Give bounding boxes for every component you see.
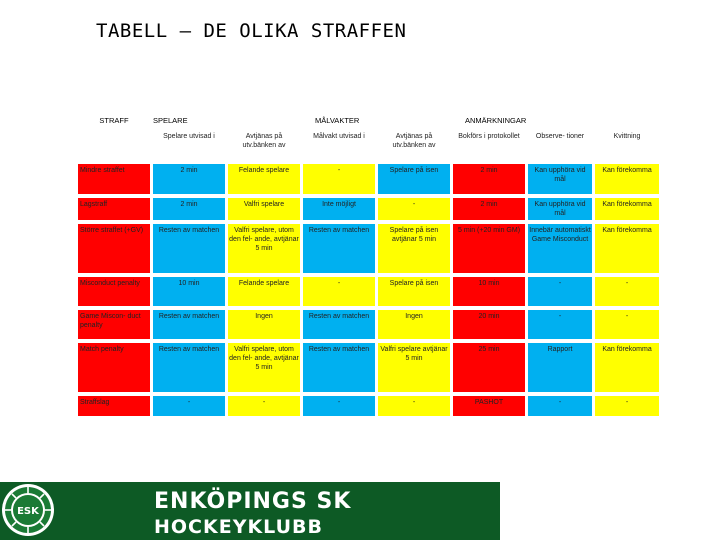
table-row — [78, 198, 659, 220]
badge-letters: ESK — [17, 506, 39, 517]
table-cell: - — [153, 396, 225, 416]
table-cell: Spelare på isen — [378, 164, 450, 194]
table-cell: - — [378, 396, 450, 416]
table-row — [78, 396, 659, 416]
table-cell: Resten av matchen — [303, 224, 375, 273]
table-cell: Resten av matchen — [303, 310, 375, 339]
table-cell: Valfri spelare avtjänar 5 min — [378, 343, 450, 392]
table-cell: - — [378, 198, 450, 220]
table-cell: Rapport — [528, 343, 592, 392]
table-cell: - — [528, 277, 592, 306]
table-cell: 10 min — [453, 277, 525, 306]
table-cell: Valfri spelare — [228, 198, 300, 220]
table-cell: Kan förekomma — [595, 198, 659, 220]
header-anmarkningar: ANMÄRKNINGAR — [465, 116, 527, 125]
subheader-cell: Målvakt utvisad i — [313, 133, 365, 140]
table-cell: Ingen — [378, 310, 450, 339]
header-malvakter: MÅLVAKTER — [315, 116, 360, 125]
header-spelare: SPELARE — [153, 116, 188, 125]
table-cell: Kan upphöra vid mål — [528, 164, 592, 194]
table-cell: Valfri spelare, utom den fel- ande, avtjänar 5 min — [228, 224, 300, 273]
club-name: ENKÖPINGS SK — [154, 489, 352, 514]
header-row — [78, 116, 659, 126]
table-cell: Felande spelare — [228, 164, 300, 194]
table-cell: 25 min — [453, 343, 525, 392]
club-badge-logo — [0, 482, 56, 538]
table-cell: - — [595, 277, 659, 306]
table-cell: Resten av matchen — [303, 343, 375, 392]
table-row — [78, 224, 659, 273]
table-cell: 20 min — [453, 310, 525, 339]
subheader-cell: Kvittning — [613, 133, 641, 140]
table-cell: 2 min — [453, 164, 525, 194]
penalty-name: Lagstraff — [78, 198, 150, 220]
subheader-cell — [78, 130, 150, 160]
table-cell: - — [528, 396, 592, 416]
table-cell: Resten av matchen — [153, 310, 225, 339]
club-subtitle: HOCKEYKLUBB — [154, 516, 324, 538]
penalty-name: Match penalty — [78, 343, 150, 392]
table-cell: - — [303, 164, 375, 194]
table-cell: Inte möjligt — [303, 198, 375, 220]
subheader-cell: Spelare utvisad i — [163, 133, 215, 140]
penalty-table — [75, 112, 662, 420]
subheader-cell: Observe- tioner — [535, 133, 585, 140]
penalty-name: Mindre straffet — [78, 164, 150, 194]
table-cell: Resten av matchen — [153, 343, 225, 392]
table-cell: - — [595, 396, 659, 416]
penalty-name: Game Miscon- duct penalty — [78, 310, 150, 339]
subheader-cell: Avtjänas på utv.bänken av — [392, 133, 436, 149]
table-cell: Innebär automatiskt Game Misconduct — [528, 224, 592, 273]
table-cell: 2 min — [153, 198, 225, 220]
table-cell: Kan upphöra vid mål — [528, 198, 592, 220]
table-cell: 2 min — [453, 198, 525, 220]
header-straff: STRAFF — [99, 116, 129, 125]
table-cell: 10 min — [153, 277, 225, 306]
table-cell: Kan förekomma — [595, 224, 659, 273]
penalty-name: Misconduct penalty — [78, 277, 150, 306]
subheader-cell: Bokförs i protokollet — [458, 133, 520, 140]
table-row — [78, 310, 659, 339]
table-row — [78, 343, 659, 392]
table-cell: Kan förekomma — [595, 343, 659, 392]
subheader-row — [78, 130, 659, 160]
penalty-name: Straffslag — [78, 396, 150, 416]
table-cell: Spelare på isen — [378, 277, 450, 306]
table-row — [78, 277, 659, 306]
table-row — [78, 164, 659, 194]
table-cell: Spelare på isen avtjänar 5 min — [378, 224, 450, 273]
table-cell: Resten av matchen — [153, 224, 225, 273]
table-cell: Kan förekomma — [595, 164, 659, 194]
page-title: TABELL – DE OLIKA STRAFFEN — [96, 20, 407, 42]
table-cell: Ingen — [228, 310, 300, 339]
table-cell: - — [228, 396, 300, 416]
table-cell: Felande spelare — [228, 277, 300, 306]
table-cell: 2 min — [153, 164, 225, 194]
table-cell: Valfri spelare, utom den fel- ande, avtjänar 5 min — [228, 343, 300, 392]
subheader-cell: Avtjänas på utv.bänken av — [242, 133, 286, 149]
table-cell: - — [303, 277, 375, 306]
table-cell: 5 min (+20 min GM) — [453, 224, 525, 273]
table-cell: - — [303, 396, 375, 416]
table-cell: - — [528, 310, 592, 339]
table-cell: PASHOT — [453, 396, 525, 416]
penalty-name: Större straffet (+GV) — [78, 224, 150, 273]
table-cell: - — [595, 310, 659, 339]
